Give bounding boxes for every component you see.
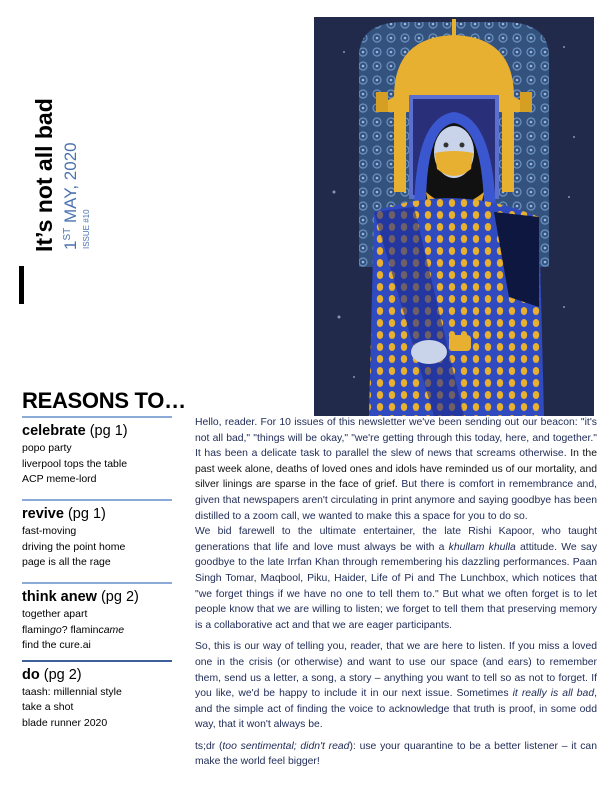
section-item[interactable]: find the cure.ai bbox=[22, 639, 91, 651]
item-text: flamin bbox=[22, 623, 51, 636]
section-divider bbox=[22, 660, 172, 662]
paragraph-farewell bbox=[195, 524, 597, 633]
article-body bbox=[195, 415, 597, 776]
paragraph-tldr bbox=[195, 739, 597, 770]
section-item[interactable]: page is all the rage bbox=[22, 556, 111, 568]
section-title-bold: do bbox=[22, 666, 40, 683]
text-run: attitude. We say goodbye to the late Irrfan Khan through remembering his dazzling performances. Paan Singh Tomar, Maqbool, Piku, Haider, Life of Pi and The Lunchbox, which notices that "we forget things if we have no one to tell them to." But what we often forget is to let people know that we are willing to listen; we forget to tell them that preserving memory is a collaborative act and that we are eager participants. bbox=[195, 541, 598, 631]
section-page-ref: (pg 2) bbox=[96, 589, 139, 605]
section-do bbox=[22, 660, 172, 731]
section-think-anew bbox=[22, 582, 172, 654]
section-item[interactable]: ACP meme-lord bbox=[22, 473, 97, 485]
text-run: ts;dr ( bbox=[195, 740, 223, 752]
section-divider bbox=[22, 499, 172, 501]
issue-date bbox=[58, 142, 81, 250]
section-item[interactable]: blade runner 2020 bbox=[22, 716, 108, 729]
section-page-ref: (pg 1) bbox=[63, 506, 106, 522]
text-italic: too sentimental; didn't read bbox=[222, 740, 350, 752]
text-run: ): use your quarantine to be a better listener – it can make the world feel bigger! bbox=[195, 740, 597, 768]
bride-illustration-icon bbox=[314, 17, 594, 416]
text-run: We bid farewell to the ultimate entertainer, the late Rishi Kapoor, who taught generations that life and love must always be with a bbox=[195, 526, 597, 553]
section-title-bold: think anew bbox=[22, 589, 97, 605]
item-text: ? flamin bbox=[61, 623, 99, 636]
section-item[interactable]: fast-moving bbox=[22, 525, 77, 537]
cover-illustration bbox=[314, 17, 594, 416]
text-run: But there is comfort in remembrance and, given that newspapers aren't circulating in print anymore and saying goodbye has been distilled to a zoom call, we wanted to make this a space for you to do so. bbox=[195, 479, 597, 522]
section-item[interactable]: liverpool tops the table bbox=[22, 457, 128, 470]
paragraph-intro bbox=[195, 415, 597, 524]
section-title bbox=[22, 588, 172, 607]
section-item[interactable]: popo party bbox=[22, 442, 72, 454]
date-month-year: MAY, 2020 bbox=[61, 142, 80, 228]
date-day: 1 bbox=[61, 240, 80, 250]
item-text-italic: came bbox=[98, 623, 125, 636]
section-item[interactable]: taash: millennial style bbox=[22, 685, 122, 698]
section-divider bbox=[22, 416, 172, 418]
issue-number: ISSUE #10 bbox=[82, 209, 91, 249]
section-item[interactable]: together apart bbox=[22, 608, 88, 620]
text-run-dark: In the past week alone, deaths of loved ones and idols have reminded us of our mortality, and silver linings are sparse in the face of grief. bbox=[195, 448, 597, 491]
text-run: Hello, reader. For 10 issues of this newsletter we've been sending out our beacon: "it's not all bad," "things will be okay," "we're getting through this today, here, and together." It has been a delicate task to parallel the slew of news that screams otherwise. bbox=[195, 417, 597, 460]
section-item[interactable]: take a shot bbox=[22, 701, 74, 713]
reasons-heading: REASONS TO… bbox=[22, 388, 186, 413]
section-title bbox=[22, 505, 172, 524]
date-suffix: ST bbox=[62, 227, 73, 241]
text-run: So, this is our way of telling you, reader, that we are here to listen. If you miss a loved one in the crisis (or otherwise) and want to use our space (and ears) to remember them, send us a letter, a song, a story – anything you want to tell so as not to forget. If you like, we'd be happy to include it in our next issue. Sometimes bbox=[195, 641, 597, 700]
section-item[interactable]: driving the point home bbox=[22, 540, 126, 553]
section-title-bold: celebrate bbox=[22, 423, 86, 439]
text-run: , and the simple act of finding the voice to acknowledge that truth is proof, in some odd way, that it won't always be. bbox=[195, 688, 597, 731]
paragraph-invitation bbox=[195, 639, 597, 733]
newsletter-title: It’s not all bad bbox=[31, 98, 57, 252]
section-celebrate bbox=[22, 416, 172, 488]
masthead-accent-bar bbox=[19, 266, 24, 304]
section-page-ref: (pg 2) bbox=[39, 666, 82, 683]
section-title-bold: revive bbox=[22, 506, 64, 522]
item-text-italic: go bbox=[50, 623, 62, 636]
section-title bbox=[22, 666, 172, 685]
text-italic: it really is all bad bbox=[512, 688, 595, 700]
section-title bbox=[22, 422, 172, 441]
section-divider bbox=[22, 582, 172, 584]
section-page-ref: (pg 1) bbox=[85, 423, 128, 439]
section-revive bbox=[22, 499, 172, 571]
section-item[interactable] bbox=[22, 623, 172, 639]
text-italic: khullam khulla bbox=[448, 541, 516, 553]
